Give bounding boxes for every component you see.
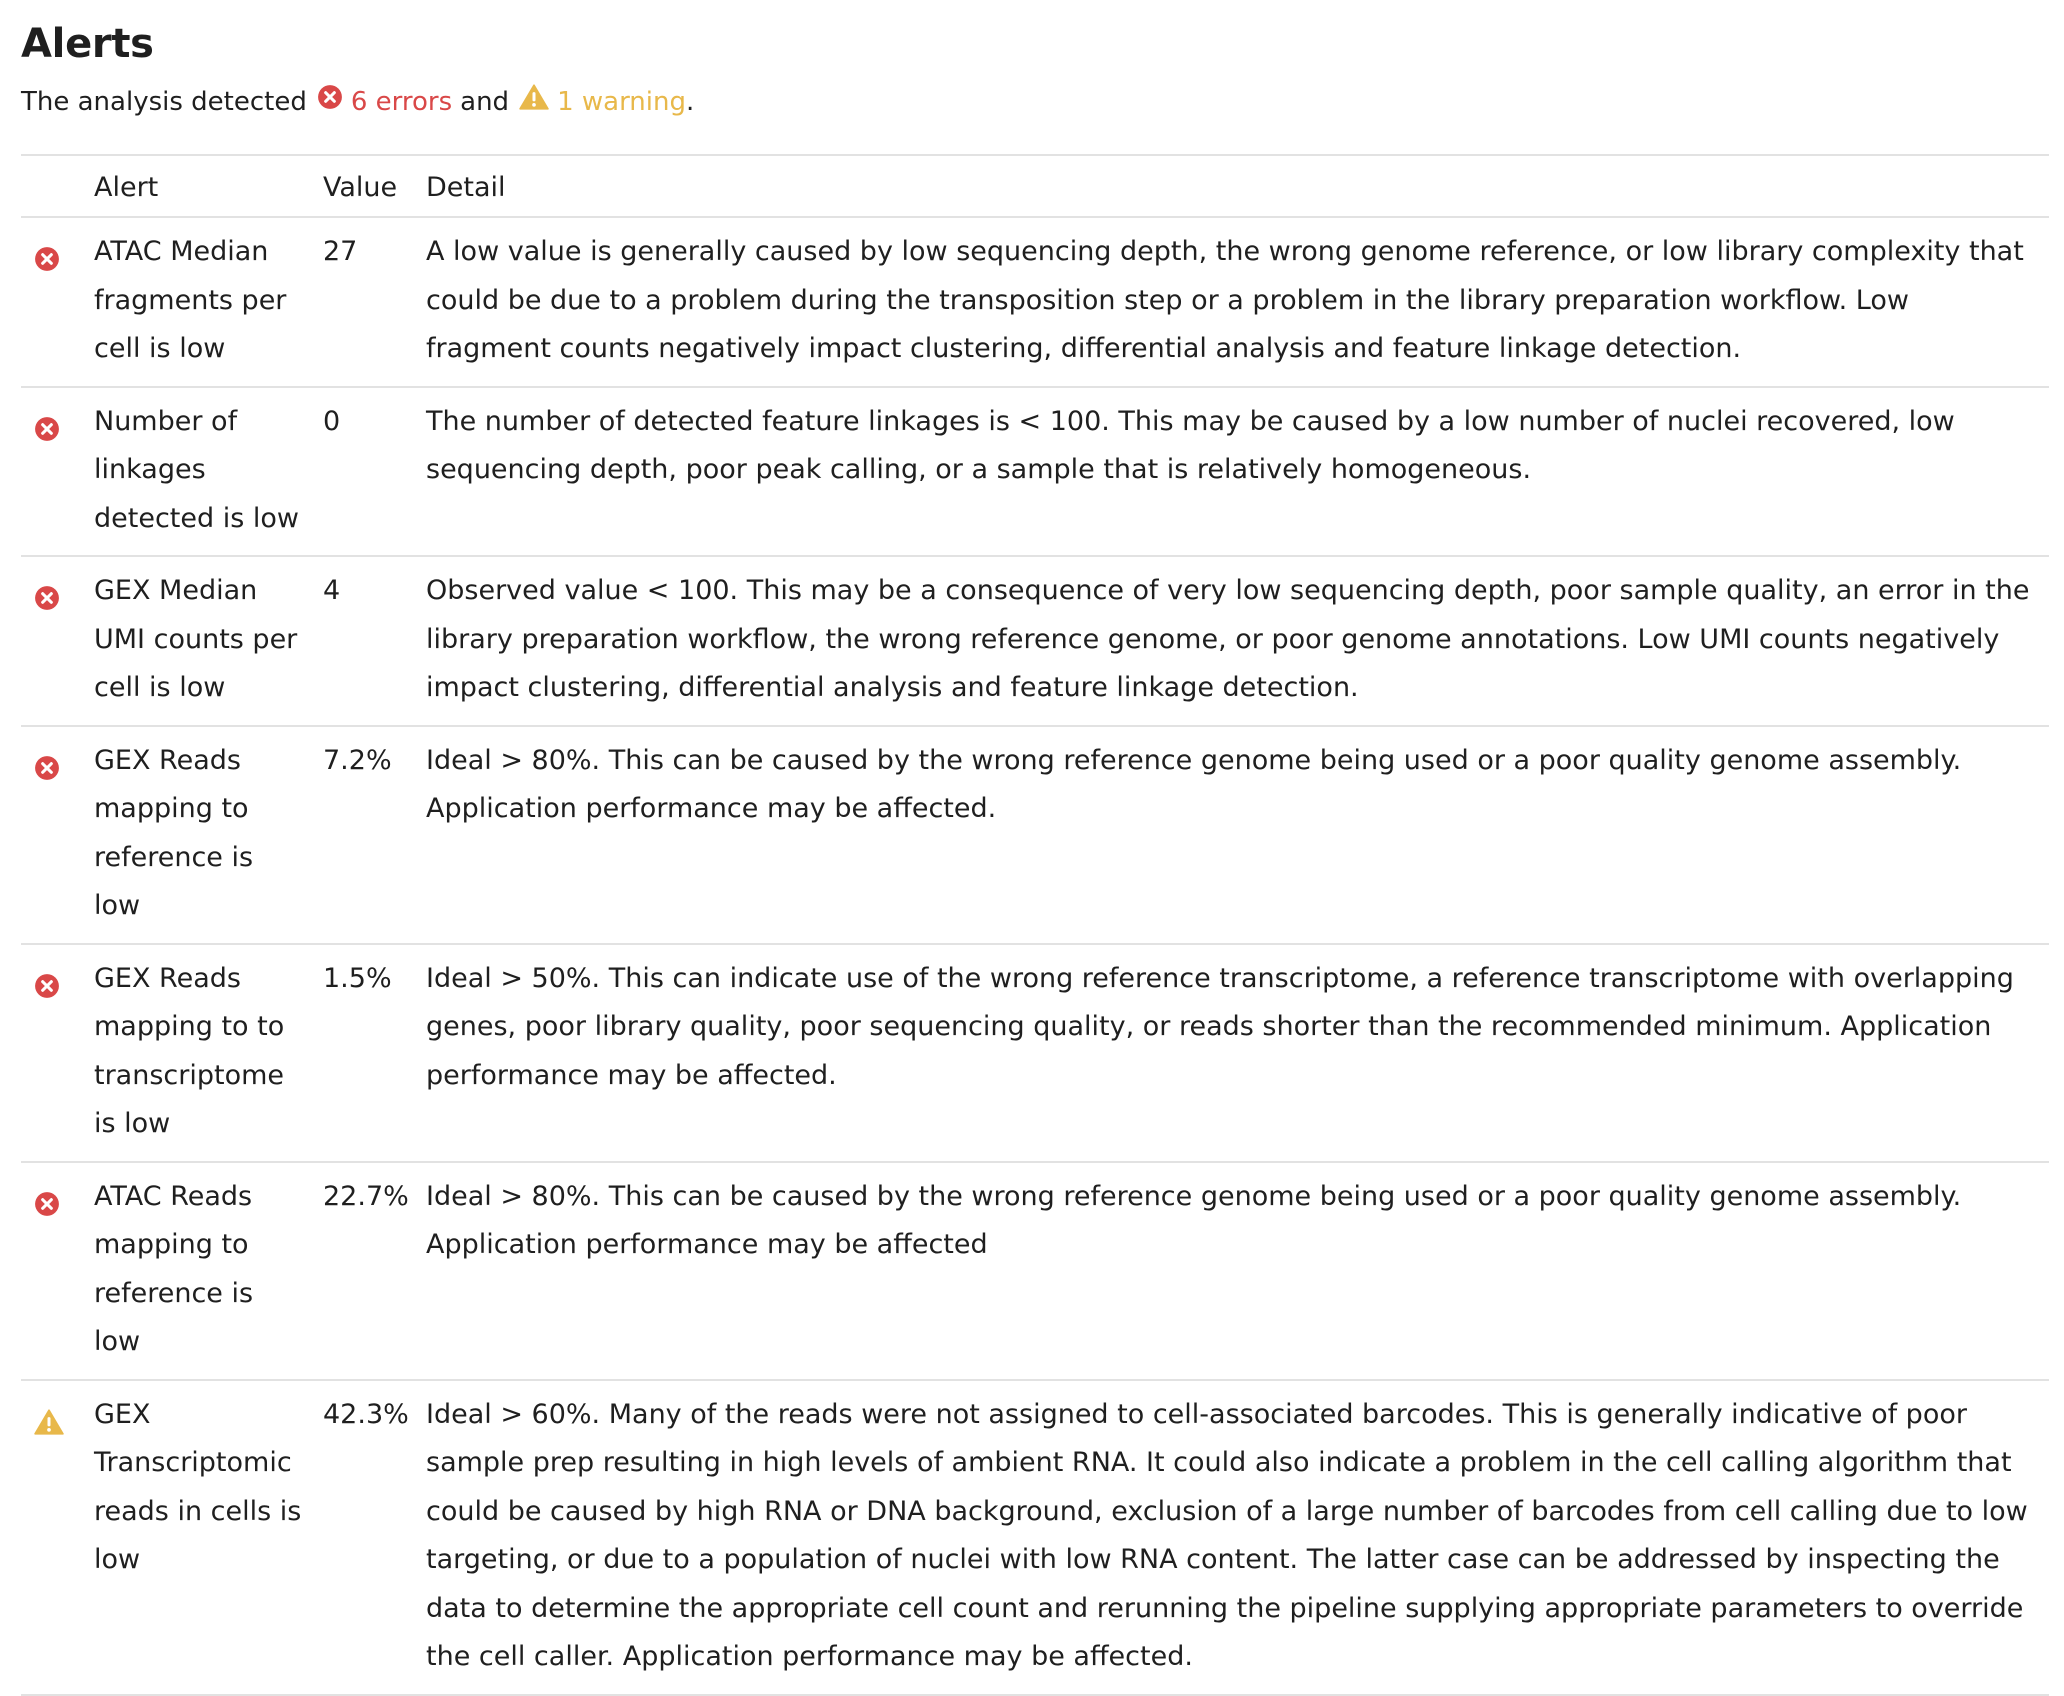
header-detail: Detail — [426, 172, 506, 203]
alert-value: 27 — [323, 236, 358, 267]
warning-count: 1 warning — [557, 87, 686, 117]
error-circle-icon — [34, 418, 60, 449]
warning-triangle-icon — [34, 1411, 64, 1442]
warning-triangle-icon — [519, 82, 549, 122]
summary-connector: and — [460, 87, 510, 117]
table-row — [21, 944, 2049, 1162]
alert-name: ATAC Median fragments per cell is low — [94, 236, 287, 364]
error-circle-icon — [34, 248, 60, 279]
alert-value: 22.7% — [323, 1180, 409, 1212]
table-header-row — [21, 155, 2049, 217]
header-alert: Alert — [94, 172, 159, 203]
alert-name: GEX Reads mapping to reference is low — [94, 744, 254, 921]
table-row — [21, 726, 2049, 944]
error-count: 6 errors — [350, 87, 453, 117]
summary-suffix: . — [685, 87, 695, 117]
alert-name: GEX Transcriptomic reads in cells is low — [94, 1398, 302, 1575]
error-circle-icon — [34, 1193, 60, 1224]
alerts-summary — [21, 82, 2043, 122]
table-row — [21, 556, 2049, 726]
alerts-table — [21, 154, 2049, 1696]
table-row — [21, 387, 2049, 557]
alert-name: GEX Median UMI counts per cell is low — [94, 575, 298, 703]
alert-name: ATAC Reads mapping to reference is low — [94, 1180, 254, 1357]
severity-cell — [21, 944, 94, 1162]
severity-cell — [21, 726, 94, 944]
severity-cell — [21, 1162, 94, 1380]
alert-detail: Observed value < 100. This may be a consequence of very low sequencing depth, poor sample quality, an error in the library preparation workflow, the wrong reference genome, or poor genome annotations. Low UMI counts negatively impact clustering, differential analysis and feature linkage detection. — [426, 575, 2030, 703]
alert-detail: Ideal > 50%. This can indicate use of the wrong reference transcriptome, a reference transcriptome with overlapping genes, poor library quality, poor sequencing quality, or reads shorter than the recommended minimum. Application performance may be affected. — [426, 962, 2014, 1091]
alert-detail: A low value is generally caused by low sequencing depth, the wrong genome reference, or low library complexity that could be due to a problem during the transposition step or a problem in the library preparation workflow. Low fragment counts negatively impact clustering, differential analysis and feature linkage detection. — [426, 236, 2024, 364]
summary-prefix: The analysis detected — [21, 87, 307, 117]
error-circle-icon — [34, 757, 60, 788]
alert-detail: The number of detected feature linkages is < 100. This may be caused by a low number of nuclei recovered, low sequencing depth, poor peak calling, or a sample that is relatively homogeneous. — [426, 405, 1955, 485]
alert-detail: Ideal > 80%. This can be caused by the wrong reference genome being used or a poor quality genome assembly. Application performance may be affected — [426, 1180, 1962, 1260]
table-row — [21, 217, 2049, 387]
alert-value: 0 — [323, 405, 341, 437]
alert-detail: Ideal > 60%. Many of the reads were not assigned to cell-associated barcodes. This is generally indicative of poor sample prep resulting in high levels of ambient RNA. It could also indicate a problem in the cell calling algorithm that could be caused by high RNA or DNA background, exclusion of a large number of barcodes from cell calling due to low targeting, or due to a population of nuclei with low RNA content. The latter case can be addressed by inspecting the data to determine the appropriate cell count and rerunning the pipeline supplying appropriate parameters to override the cell caller. Application performance may be affected. — [426, 1398, 2028, 1672]
alert-value: 42.3% — [323, 1398, 409, 1430]
severity-cell — [21, 217, 94, 387]
severity-cell — [21, 556, 94, 726]
alert-detail: Ideal > 80%. This can be caused by the wrong reference genome being used or a poor quality genome assembly. Application performance may be affected. — [426, 744, 1962, 824]
page-title: Alerts — [21, 21, 154, 67]
error-circle-icon — [34, 975, 60, 1006]
severity-cell — [21, 1380, 94, 1695]
alert-value: 7.2% — [323, 744, 392, 776]
error-circle-icon — [317, 82, 343, 122]
header-value: Value — [323, 172, 398, 203]
alert-name: GEX Reads mapping to to transcriptome is low — [94, 962, 285, 1139]
alert-name: Number of linkages detected is low — [94, 405, 299, 534]
severity-cell — [21, 387, 94, 557]
alert-value: 4 — [323, 575, 341, 606]
alert-value: 1.5% — [323, 962, 392, 994]
header-icon — [21, 155, 94, 217]
table-row — [21, 1162, 2049, 1380]
error-circle-icon — [34, 587, 60, 618]
table-row — [21, 1380, 2049, 1695]
